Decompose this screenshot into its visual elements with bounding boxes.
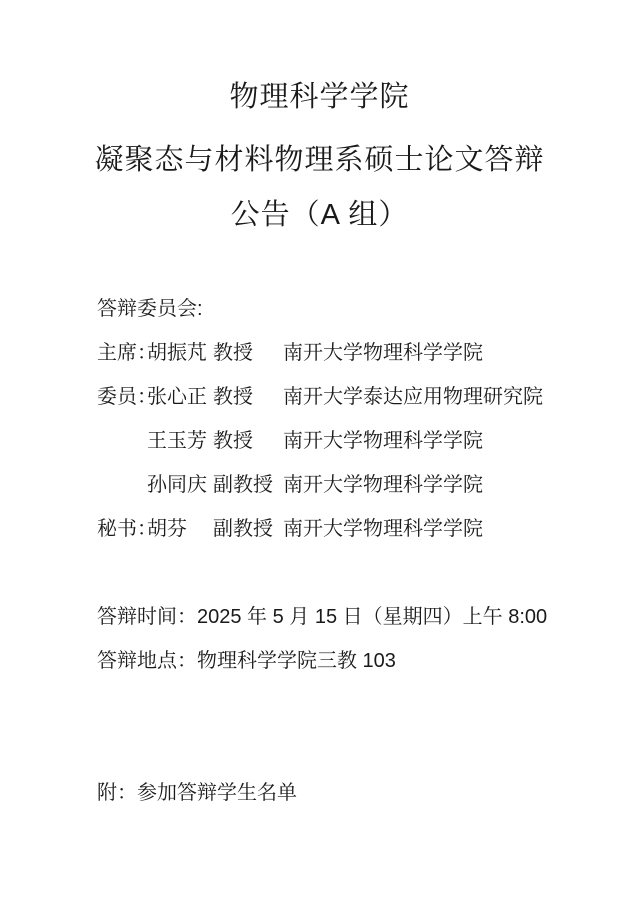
- committee-row-member-2: [97, 419, 639, 463]
- member-role: 主席：: [97, 342, 157, 364]
- member-role: 委员：: [97, 386, 157, 408]
- document-title-block: [0, 0, 639, 243]
- member-name: 孙同庆: [147, 474, 207, 496]
- title-line-department: 凝聚态与材料物理系硕士论文答辩: [94, 144, 545, 176]
- member-title: 教授: [213, 386, 253, 408]
- member-affiliation: 南开大学泰达应用物理研究院: [283, 386, 543, 408]
- committee-row-member-3: [97, 463, 639, 507]
- title-line-school: 物理科学学院: [229, 81, 410, 113]
- defense-time-line: [97, 595, 639, 639]
- member-name: 胡芬: [147, 518, 187, 540]
- defense-time-label: 答辩时间：: [97, 606, 197, 628]
- attachment-note: 附：参加答辩学生名单: [97, 782, 297, 804]
- member-title: 教授: [213, 342, 253, 364]
- defense-location-value: 物理科学学院三教 103: [197, 650, 396, 672]
- member-name: 张心正: [147, 386, 207, 408]
- committee-row-member-1: [97, 375, 639, 419]
- member-title: 副教授: [213, 474, 273, 496]
- document-body: [97, 287, 639, 815]
- member-title: 副教授: [213, 518, 273, 540]
- member-affiliation: 南开大学物理科学学院: [283, 342, 483, 364]
- member-affiliation: 南开大学物理科学学院: [283, 474, 483, 496]
- member-role: 秘书：: [97, 518, 157, 540]
- committee-heading: 答辩委员会:: [97, 298, 203, 320]
- member-affiliation: 南开大学物理科学学院: [283, 430, 483, 452]
- member-affiliation: 南开大学物理科学学院: [283, 518, 483, 540]
- committee-row-chair: [97, 331, 639, 375]
- defense-location-label: 答辩地点：: [97, 650, 197, 672]
- defense-time-value: 2025 年 5 月 15 日（星期四）上午 8:00: [197, 606, 548, 628]
- committee-row-secretary: [97, 507, 639, 551]
- defense-location-line: [97, 639, 639, 683]
- member-role: [97, 419, 147, 463]
- title-line-group: 公告（A 组）: [230, 199, 409, 231]
- member-role: [97, 463, 147, 507]
- member-name: 王玉芳: [147, 430, 207, 452]
- member-title: 教授: [213, 430, 253, 452]
- member-name: 胡振芃: [147, 342, 207, 364]
